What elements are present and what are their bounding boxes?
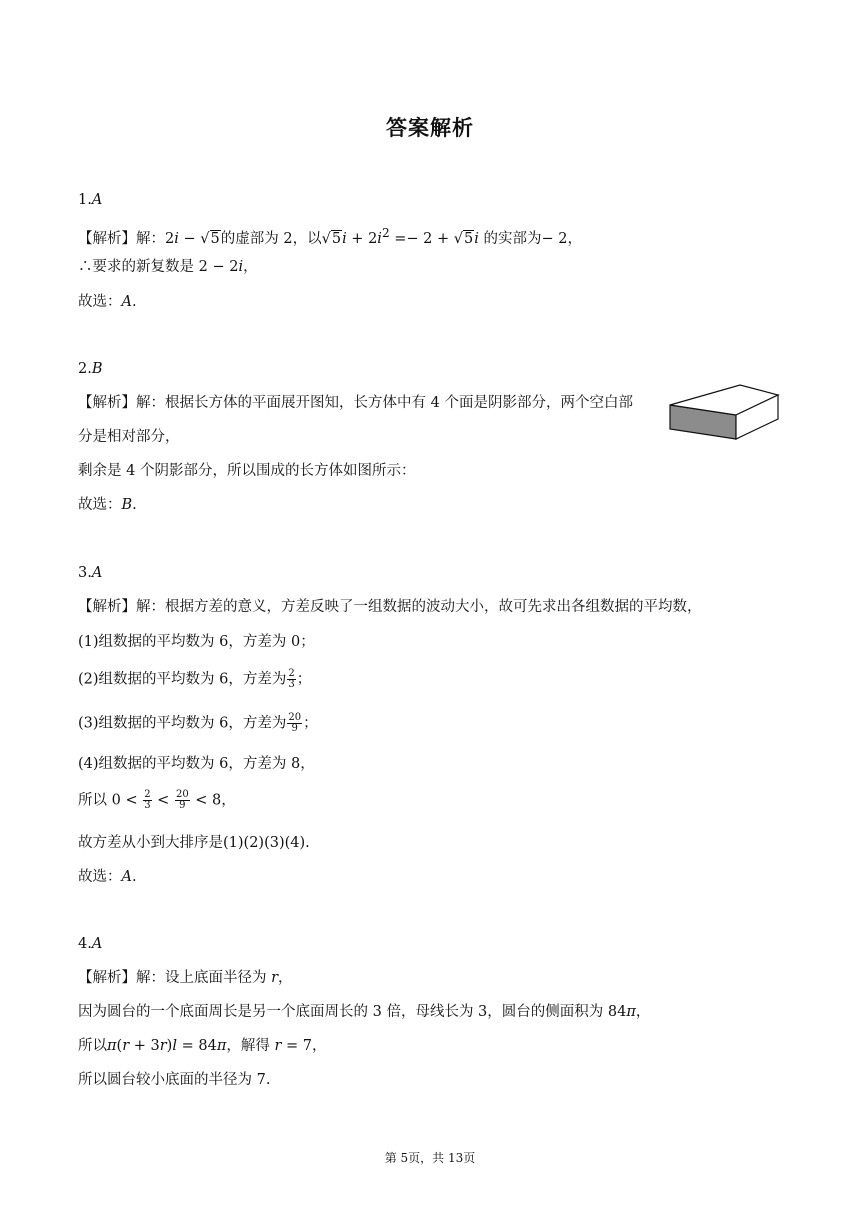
- q4-tag: 【解析】: [78, 970, 136, 986]
- text: (: [116, 1038, 123, 1054]
- q4-line-2: [78, 1002, 650, 1022]
- text: 的虚部为 2，以: [220, 230, 322, 247]
- q3-line-6: [78, 790, 236, 811]
- math: i: [474, 230, 479, 247]
- denominator: 9: [291, 723, 298, 734]
- text: ，: [635, 1004, 651, 1020]
- q4-line-3: [78, 1036, 326, 1056]
- text: 5: [331, 230, 342, 247]
- text: ；: [303, 715, 318, 732]
- text: < 8，: [190, 792, 236, 809]
- math: r: [122, 1038, 130, 1054]
- q4-answer: A: [91, 936, 103, 952]
- q2-tag: 【解析】: [78, 395, 136, 411]
- q1-number: 1.: [78, 192, 92, 208]
- text: =− 2 +: [389, 230, 454, 247]
- q3-line-7: 故方差从小到大排序是(1)(2)(3)(4).: [78, 835, 310, 851]
- q2-header: [78, 359, 103, 379]
- numerator: 2: [288, 668, 295, 679]
- math: π: [626, 1004, 636, 1020]
- math: i: [342, 230, 347, 247]
- text: 解：设上底面半径为: [136, 970, 272, 986]
- q1-answer: A: [91, 192, 103, 208]
- q2-line-2: 分是相对部分，: [78, 429, 180, 445]
- text: + 2: [346, 230, 378, 247]
- denominator: 3: [144, 800, 151, 811]
- math: A: [121, 869, 132, 885]
- q3-line-2: (1)组数据的平均数为 6，方差为 0；: [78, 634, 315, 650]
- q4-number: 4.: [78, 936, 92, 952]
- q3-header: [78, 563, 102, 583]
- text: 5: [464, 230, 474, 247]
- text: .: [132, 497, 137, 513]
- math: A: [121, 294, 132, 310]
- q1-line-2: [78, 257, 258, 277]
- text: −: [178, 230, 201, 247]
- superscript: 2: [381, 226, 390, 240]
- text: ；: [296, 671, 312, 688]
- text: 故选：: [78, 869, 122, 885]
- fraction: [175, 790, 190, 811]
- denominator: 3: [288, 679, 295, 690]
- text: (2)组数据的平均数为 6，方差为: [78, 671, 287, 688]
- page-title: 答案解析: [386, 116, 474, 140]
- math: π: [216, 1038, 227, 1054]
- q2-line-3: 剩余是 4 个阴影部分，所以围成的长方体如图所示：: [78, 463, 416, 479]
- text: 因为圆台的一个底面周长是另一个底面周长的 3 倍，母线长为 3，圆台的侧面积为 84: [78, 1004, 627, 1020]
- text: <: [152, 792, 174, 809]
- q4-header: [78, 934, 102, 954]
- numerator: 20: [288, 712, 302, 723]
- page-footer: 第 5页，共 13页: [384, 1151, 476, 1165]
- q1-header: [78, 190, 102, 210]
- cuboid-figure: [668, 383, 783, 443]
- text: 所以 0 <: [78, 792, 143, 809]
- q3-number: 3.: [78, 565, 92, 581]
- text: 解：根据方差的意义，方差反映了一组数据的波动大小，故可先求出各组数据的平均数，: [136, 599, 702, 615]
- text: ，: [278, 970, 293, 986]
- q3-answer: A: [91, 565, 103, 581]
- q2-line-4: [78, 495, 137, 515]
- numerator: 20: [175, 789, 189, 800]
- text: 的实部为− 2，: [478, 230, 582, 247]
- math: i: [377, 230, 382, 247]
- text: (3)组数据的平均数为 6，方差为: [78, 715, 287, 732]
- math: B: [121, 497, 133, 513]
- q2-number: 2.: [78, 361, 92, 377]
- q3-line-3: [78, 669, 311, 690]
- sqrt-5: [210, 230, 221, 247]
- text: 解：根据长方体的平面展开图知，长方体中有 4 个面是阴影部分，两个空白部: [136, 395, 633, 411]
- text: .: [131, 294, 137, 310]
- q3-line-5: (4)组数据的平均数为 6，方差为 8，: [78, 756, 315, 772]
- q2-line-1: [78, 393, 633, 413]
- q1-line-1: 【解析】解：2i − √5的虚部为 2，以$√5i + 2i^2 =- 2 + √5i$ 的实部为− 2，: [78, 226, 582, 247]
- denominator: 9: [179, 800, 186, 811]
- q1-line-3: [78, 292, 137, 312]
- math: r: [271, 970, 279, 986]
- q4-line-4: 所以圆台较小底面的半径为 7.: [78, 1072, 271, 1088]
- q3-line-8: [78, 867, 137, 887]
- fraction: [287, 669, 295, 690]
- math: r: [159, 1038, 167, 1054]
- math: π: [107, 1038, 117, 1054]
- fraction: [143, 790, 151, 811]
- text: 故选：: [78, 294, 122, 310]
- sqrt-5: [331, 230, 342, 247]
- q3-tag: 【解析】: [78, 599, 136, 615]
- q4-line-1: [78, 968, 293, 988]
- text: 所以: [78, 1038, 107, 1054]
- sqrt-5: [463, 230, 474, 247]
- math: l: [172, 1038, 177, 1054]
- text: ，: [243, 259, 258, 275]
- text: ∴要求的新复数是 2 − 2: [78, 259, 239, 275]
- numerator: 2: [144, 789, 151, 800]
- math: i: [238, 259, 244, 275]
- math: i: [174, 230, 179, 247]
- math: r: [274, 1038, 282, 1054]
- fraction: [287, 713, 302, 734]
- q3-line-1: [78, 597, 702, 617]
- text: .: [131, 869, 137, 885]
- q2-answer: B: [91, 361, 103, 377]
- text: + 3: [129, 1038, 160, 1054]
- text: = 7，: [281, 1038, 327, 1054]
- text: ，解得: [226, 1038, 275, 1054]
- text: ): [166, 1038, 173, 1054]
- q1-tag: 【解析】: [78, 230, 136, 247]
- q3-line-4: [78, 713, 318, 734]
- text: = 84: [176, 1038, 217, 1054]
- text: 5: [210, 230, 220, 247]
- text: 故选：: [78, 497, 122, 513]
- text: 解：2: [136, 230, 175, 247]
